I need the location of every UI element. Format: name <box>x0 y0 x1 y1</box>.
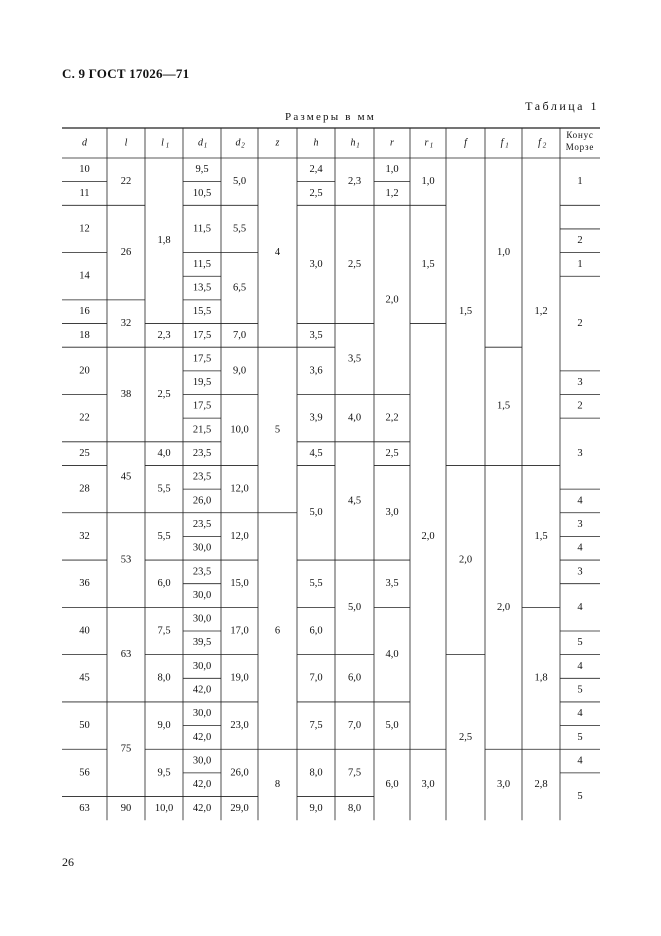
table-cell-value: 3,5 <box>309 329 323 341</box>
table-cell-value: 22 <box>120 176 132 188</box>
table-cell-value: 19,0 <box>230 672 249 684</box>
column-header-label: d <box>235 137 241 149</box>
table-cell-value: 17,5 <box>192 353 212 365</box>
table-cell-value: 5,5 <box>232 223 247 235</box>
table-cell-value: 19,5 <box>192 377 212 389</box>
table-cell-value: 4,5 <box>309 448 323 460</box>
table-cell-value: 30,0 <box>192 613 212 625</box>
table-cell-value: 3,5 <box>347 353 362 365</box>
table-cell-value: 5,0 <box>309 507 323 519</box>
table-cell-value: 29,0 <box>230 802 249 814</box>
table-cell-value: 63 <box>120 649 132 661</box>
table-cell-value: 2 <box>577 317 583 329</box>
column-header-label: h <box>350 137 356 149</box>
column-header-label: r <box>424 137 429 149</box>
table-cell-value: 7,0 <box>309 672 323 684</box>
table-cell-value: 45 <box>120 471 132 483</box>
table-cell-value: 7,0 <box>232 329 247 341</box>
table-cell-value: 21,5 <box>192 424 212 436</box>
table-cell-value: 5,0 <box>232 176 247 188</box>
column-header-label: f <box>538 137 541 149</box>
table-cell-value: 32 <box>79 530 90 542</box>
table-cell-value: 12 <box>79 223 90 235</box>
column-header-subscript: 1 <box>165 141 170 150</box>
table-cell-value: 6,0 <box>385 779 399 791</box>
column-header-label: h <box>313 137 319 149</box>
table-cell-value: 9,0 <box>157 720 171 732</box>
table-cell-value: 10,0 <box>230 424 249 436</box>
table-cell-value: 15,0 <box>230 578 249 590</box>
table-cell-value: 13,5 <box>192 282 212 294</box>
table-cell-value: 17,5 <box>192 329 212 341</box>
column-header-label: z <box>275 137 280 149</box>
table-cell-value: 1,5 <box>496 400 511 412</box>
table-cell-value: 17,0 <box>230 625 249 637</box>
table-cell-value: 1,5 <box>421 258 435 270</box>
table-cell-value: 9,5 <box>157 767 171 779</box>
table-cell-value: 3,6 <box>309 365 323 377</box>
table-cell-value: 6,0 <box>157 578 171 590</box>
table-cell-value: 5,5 <box>157 530 171 542</box>
column-header-label: l <box>161 137 164 149</box>
table-cell-value: 42,0 <box>192 802 212 814</box>
column-header-label: f <box>464 137 467 149</box>
table-cell-value: 2,0 <box>496 601 511 613</box>
table-cell-value: 4 <box>577 708 583 720</box>
table-cell-value: 2 <box>577 400 583 412</box>
table-cell-value: 4,0 <box>385 649 399 661</box>
table-cell-value: 3,0 <box>309 258 323 270</box>
table-cell-value: 1,8 <box>534 672 548 684</box>
table-cell-value: 5,5 <box>157 483 171 495</box>
table-cell-value: 36 <box>79 578 90 590</box>
table-cell-value: 75 <box>120 743 132 755</box>
table-cell-value: 14 <box>79 270 90 282</box>
table-cell-value: 23,5 <box>192 448 212 460</box>
table-cell-value: 17,5 <box>192 400 212 412</box>
column-header-label: Морзе <box>565 142 595 153</box>
table-cell-value: 5,0 <box>347 601 362 613</box>
table-cell-value: 3,0 <box>385 507 399 519</box>
column-header-label: Конус <box>566 130 594 141</box>
table-cell-value: 2,4 <box>309 164 323 176</box>
page-number: 26 <box>62 855 74 869</box>
table-cell-value: 3,0 <box>496 779 511 791</box>
table-cell-value: 4 <box>274 247 281 259</box>
table-cell-value: 2,0 <box>458 554 473 566</box>
table-cell-value: 1 <box>577 176 583 188</box>
table-cell-value: 1,2 <box>385 187 399 199</box>
table-cell-value: 3,0 <box>421 779 435 791</box>
column-header-subscript: 1 <box>505 141 509 150</box>
table-cell-value: 2,3 <box>157 329 171 341</box>
table-cell-value: 7,5 <box>347 767 362 779</box>
table-cell-value: 2,0 <box>421 530 435 542</box>
table-cell-value: 3 <box>577 518 583 530</box>
table-cell-value: 7,5 <box>309 720 323 732</box>
column-header-subscript: 1 <box>429 141 434 150</box>
table-cell-value: 42,0 <box>192 684 212 696</box>
table-cell-value: 30,0 <box>192 660 212 672</box>
units-label: Размеры в мм <box>285 111 376 123</box>
table-cell-value: 4 <box>577 542 583 554</box>
table-cell-value: 5 <box>274 424 281 436</box>
table-cell-value: 63 <box>79 802 90 814</box>
table-cell-value: 2,8 <box>534 779 548 791</box>
table-cell-value: 1,8 <box>157 235 171 247</box>
table-cell-value: 2,2 <box>385 412 399 424</box>
table-cell-value: 11,5 <box>193 223 211 235</box>
table-cell-value: 28 <box>79 483 90 495</box>
table-cell-value: 10 <box>79 164 90 176</box>
table-cell-value: 10,0 <box>154 802 174 814</box>
table-cell-value: 50 <box>79 720 90 732</box>
table-cell-value: 6,0 <box>347 672 362 684</box>
table-cell-value: 5 <box>577 790 583 802</box>
table-cell-value: 42,0 <box>192 779 212 791</box>
table-cell-value: 4 <box>577 601 583 613</box>
column-header-subscript: 2 <box>542 141 547 150</box>
table-cell-value: 3 <box>577 377 583 389</box>
table-cell-value: 4 <box>577 755 583 767</box>
table-cell-value: 7,0 <box>347 720 362 732</box>
table-cell-value: 26,0 <box>230 767 249 779</box>
table-cell-value: 11 <box>79 187 90 199</box>
table-cell-value: 16 <box>79 306 90 318</box>
column-header-label: l <box>124 137 128 149</box>
table-cell-value: 8,0 <box>347 802 362 814</box>
table-cell-value: 3,5 <box>385 578 399 590</box>
table-cell-value: 5 <box>577 731 583 743</box>
table-cell-value: 25 <box>79 448 90 460</box>
table-cell-value: 1,5 <box>458 306 473 318</box>
table-cell-value: 2 <box>577 235 583 247</box>
table-cell-value: 3 <box>577 448 583 460</box>
table-cell-value: 2,5 <box>347 258 362 270</box>
table-cell-value: 1,0 <box>421 176 435 188</box>
table-cell-value: 3 <box>577 566 583 578</box>
table-cell-value: 12,0 <box>230 530 249 542</box>
table-cell-value: 45 <box>79 672 90 684</box>
table-cell-value: 2,5 <box>385 448 399 460</box>
table-cell-value: 9,0 <box>309 802 323 814</box>
table-cell-value: 15,5 <box>192 306 212 318</box>
table-cell-value: 23,5 <box>192 518 212 530</box>
table-cell-value: 4,0 <box>347 412 362 424</box>
table-cell-value: 1,0 <box>496 247 511 259</box>
table-cell-value: 12,0 <box>230 483 249 495</box>
table-cell-value: 1,2 <box>534 306 548 318</box>
table-cell-value: 26,0 <box>192 495 212 507</box>
table-cell-value: 90 <box>120 802 132 814</box>
table-cell-value: 1,0 <box>385 164 399 176</box>
table-cell-value: 30,0 <box>192 708 212 720</box>
table-cell-value: 23,5 <box>192 566 212 578</box>
table-cell-value: 8,0 <box>309 767 323 779</box>
table-cell-value: 8,0 <box>157 672 171 684</box>
table-cell-value: 5,0 <box>385 720 399 732</box>
column-header-label: d <box>198 137 203 149</box>
table-cell-value: 23,5 <box>192 471 212 483</box>
table-cell-value: 4,5 <box>347 495 362 507</box>
table-cell-value: 22 <box>79 412 90 424</box>
table-cell-value: 6,5 <box>232 282 247 294</box>
table-cell-value: 4,0 <box>157 448 171 460</box>
table-label: Таблица 1 <box>525 99 599 113</box>
table-cell-value: 10,5 <box>192 187 212 199</box>
table-cell-value: 38 <box>120 388 132 400</box>
table-cell-value: 32 <box>120 317 132 329</box>
table-cell-value: 56 <box>79 767 90 779</box>
table-cell-value: 4 <box>577 495 583 507</box>
table-cell-value: 5 <box>577 637 583 649</box>
table-cell-value: 1 <box>577 258 583 270</box>
page-header-title: С. 9 ГОСТ 17026—71 <box>62 66 190 81</box>
table-cell-value: 7,5 <box>157 625 171 637</box>
table-cell-value: 11,5 <box>193 258 211 270</box>
table-cell-value: 20 <box>79 365 90 377</box>
column-header-label: r <box>390 137 394 149</box>
table-cell-value: 6 <box>274 625 281 637</box>
column-header-subscript: 1 <box>203 141 208 150</box>
table-cell-value: 18 <box>79 329 90 341</box>
table-cell-value: 53 <box>120 554 132 566</box>
table-cell-value: 9,5 <box>195 164 209 176</box>
table-cell-value: 3,9 <box>309 412 323 424</box>
table-cell-value: 40 <box>79 625 90 637</box>
table-cell-value: 2,5 <box>458 731 473 743</box>
table-cell-value: 9,0 <box>232 365 247 377</box>
table-cell-value: 8 <box>274 779 281 791</box>
table-cell-value: 2,5 <box>309 187 323 199</box>
column-header-subscript: 1 <box>356 141 360 150</box>
column-header-label: f <box>500 137 504 149</box>
table-cell-value: 5 <box>577 684 583 696</box>
table-cell-value: 6,0 <box>309 625 323 637</box>
table-cell-value: 2,3 <box>347 176 362 188</box>
column-header-label: d <box>82 137 87 149</box>
table-cell-value: 42,0 <box>192 731 212 743</box>
table-cell-value: 2,0 <box>385 294 399 306</box>
table-cell-value: 39,5 <box>192 637 212 649</box>
table-cell-value: 26 <box>120 247 132 259</box>
table-cell-value: 30,0 <box>192 589 212 601</box>
table-cell-value: 30,0 <box>192 542 212 554</box>
table-cell-value: 30,0 <box>192 755 212 767</box>
table-cell-value: 4 <box>577 660 583 672</box>
column-header-subscript: 2 <box>241 141 245 150</box>
table-cell-value: 1,5 <box>534 530 548 542</box>
table-cell-value: 2,5 <box>157 388 171 400</box>
table-cell-value: 23,0 <box>230 720 249 732</box>
table-cell-value: 5,5 <box>309 578 323 590</box>
